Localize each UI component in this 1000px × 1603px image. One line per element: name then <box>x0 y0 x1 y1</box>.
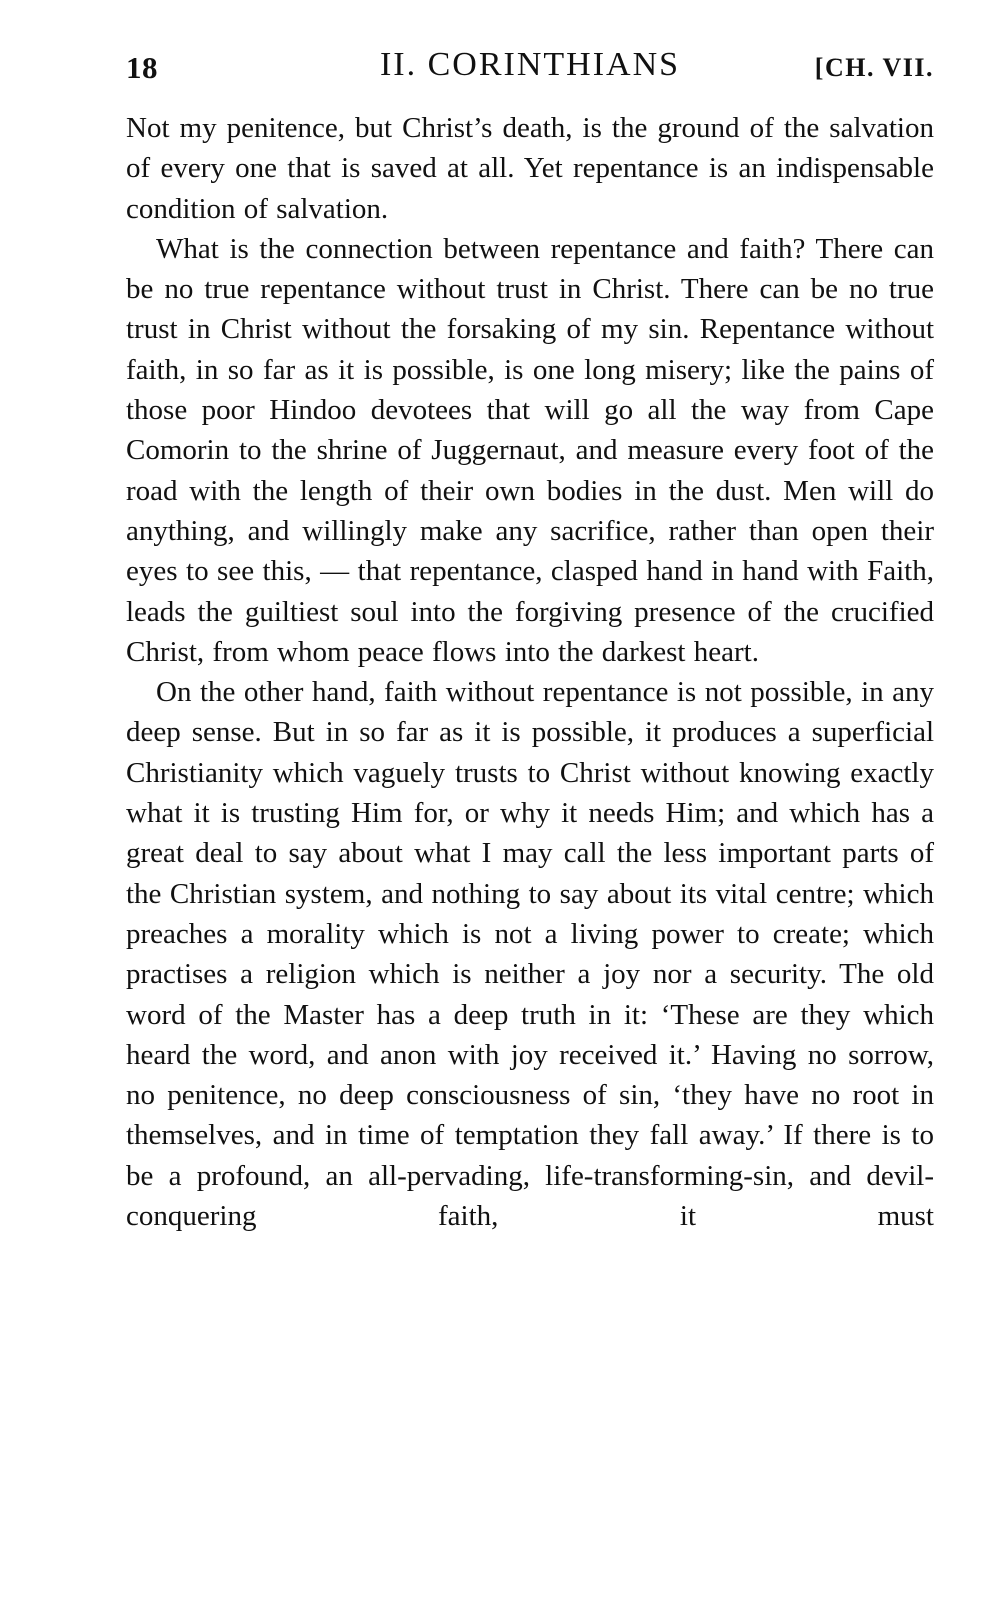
chapter-reference: [CH. VII. <box>814 53 934 82</box>
page-number: 18 <box>126 50 158 85</box>
book-title: II. CORINTHIANS <box>379 46 681 83</box>
book-page <box>126 40 934 1236</box>
paragraph-1: Not my penitence, but Christ’s death, is the ground of the salvation of every one that is saved at all. Yet repentance is an indispensable condition of salvation. <box>126 112 934 225</box>
paragraph-2: What is the connection between repentance and faith? There can be no true repentance without trust in Christ. There can be no true trust in Christ without the forsaking of my sin. Repentance without faith, in so far as it is possible, is one long misery; like the pains of those poor Hindoo devotees that will go all the way from Cape Comorin to the shrine of Juggernaut, and measure every foot of the road with the length of their own bodies in the dust. Men will do anything, and willingly make any sacrifice, rather than open their eyes to see this, — that repentance, clasped hand in hand with Faith, leads the guiltiest soul into the forgiving presence of the crucified Christ, from whom peace flows into the darkest heart. <box>126 232 934 668</box>
running-head <box>126 40 934 96</box>
body-text <box>126 108 934 1236</box>
paragraph-3: On the other hand, faith without repentance is not possible, in any deep sense. But in so far as it is possible, it produces a superficial Christianity which vaguely trusts to Christ without knowing exactly what it is trusting Him for, or why it needs Him; and which has a great deal to say about what I may call the less important parts of the Christian system, and nothing to say about its vital centre; which preaches a morality which is not a living power to create; which practises a religion which is neither a joy nor a security. The old word of the Master has a deep truth in it: ‘These are they which heard the word, and anon with joy received it.’ Having no sorrow, no penitence, no deep consciousness of sin, ‘they have no root in themselves, and in time of temptation they fall away.’ If there is to be a profound, an all-pervading, life-transforming-sin, and devil-conquering faith, it must <box>126 676 934 1233</box>
